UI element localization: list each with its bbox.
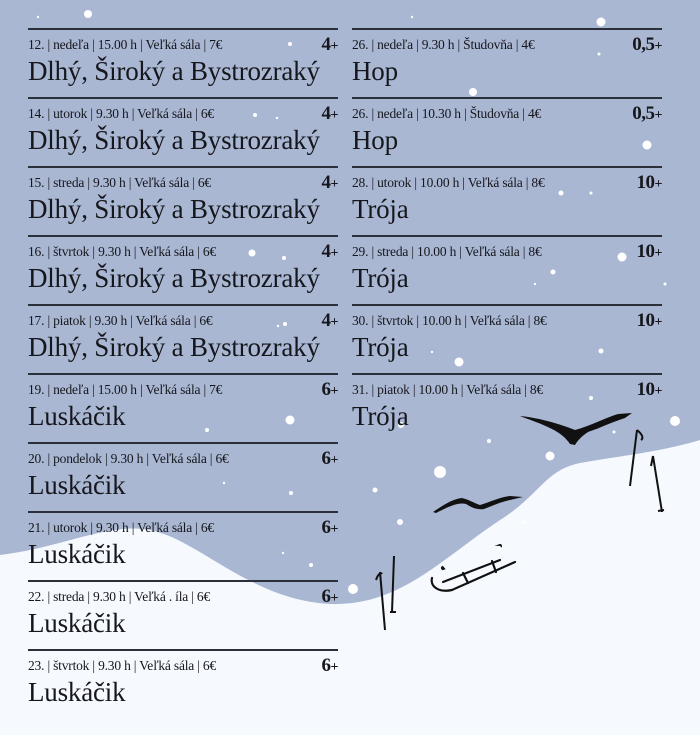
- event-meta: 17. | piatok | 9.30 h | Veľká sála | 6€: [28, 313, 213, 328]
- event-title: Trója: [352, 194, 409, 224]
- event-item[interactable]: [28, 580, 338, 649]
- event-item[interactable]: [28, 373, 338, 442]
- age-rating: 4+: [321, 310, 338, 331]
- event-item[interactable]: [352, 166, 662, 235]
- event-meta: 19. | nedeľa | 15.00 h | Veľká sála | 7€: [28, 382, 223, 397]
- event-title: Dlhý, Široký a Bystrozraký: [28, 56, 320, 86]
- event-item[interactable]: [352, 235, 662, 304]
- event-meta: 22. | streda | 9.30 h | Veľká . íla | 6€: [28, 589, 211, 604]
- event-item[interactable]: [28, 235, 338, 304]
- event-title: Luskáčik: [28, 539, 126, 569]
- event-item[interactable]: [28, 649, 338, 718]
- event-item[interactable]: [28, 166, 338, 235]
- event-meta: 21. | utorok | 9.30 h | Veľká sála | 6€: [28, 520, 214, 535]
- age-rating: 10+: [636, 310, 662, 331]
- event-title: Dlhý, Široký a Bystrozraký: [28, 332, 320, 362]
- age-rating: 4+: [321, 34, 338, 55]
- age-rating: 6+: [321, 517, 338, 538]
- event-title: Hop: [352, 125, 398, 155]
- event-item[interactable]: [352, 97, 662, 166]
- event-title: Dlhý, Široký a Bystrozraký: [28, 263, 320, 293]
- age-rating: 10+: [636, 172, 662, 193]
- age-rating: 6+: [321, 379, 338, 400]
- age-rating: 0,5+: [632, 34, 662, 55]
- age-rating: 4+: [321, 241, 338, 262]
- event-title: Dlhý, Široký a Bystrozraký: [28, 194, 320, 224]
- event-title: Luskáčik: [28, 401, 126, 431]
- event-title: Luskáčik: [28, 470, 126, 500]
- age-rating: 10+: [636, 241, 662, 262]
- event-meta: 29. | streda | 10.00 h | Veľká sála | 8€: [352, 244, 542, 259]
- event-title: Dlhý, Široký a Bystrozraký: [28, 125, 320, 155]
- event-item[interactable]: [28, 28, 338, 97]
- right-event-column: [352, 28, 662, 442]
- event-item[interactable]: [28, 511, 338, 580]
- event-title: Trója: [352, 332, 409, 362]
- event-meta: 26. | nedeľa | 9.30 h | Študovňa | 4€: [352, 37, 535, 52]
- event-meta: 15. | streda | 9.30 h | Veľká sála | 6€: [28, 175, 211, 190]
- event-title: Hop: [352, 56, 398, 86]
- left-event-column: [28, 28, 338, 718]
- event-meta: 12. | nedeľa | 15.00 h | Veľká sála | 7€: [28, 37, 223, 52]
- event-item[interactable]: [352, 28, 662, 97]
- event-meta: 30. | štvrtok | 10.00 h | Veľká sála | 8€: [352, 313, 547, 328]
- event-meta: 26. | nedeľa | 10.30 h | Študovňa | 4€: [352, 106, 542, 121]
- age-rating: 6+: [321, 655, 338, 676]
- age-rating: 10+: [636, 379, 662, 400]
- event-meta: 23. | štvrtok | 9.30 h | Veľká sála | 6€: [28, 658, 217, 673]
- event-meta: 28. | utorok | 10.00 h | Veľká sála | 8€: [352, 175, 545, 190]
- age-rating: 6+: [321, 448, 338, 469]
- event-meta: 20. | pondelok | 9.30 h | Veľká sála | 6€: [28, 451, 229, 466]
- event-title: Luskáčik: [28, 677, 126, 707]
- event-meta: 31. | piatok | 10.00 h | Veľká sála | 8€: [352, 382, 544, 397]
- age-rating: 4+: [321, 103, 338, 124]
- event-meta: 14. | utorok | 9.30 h | Veľká sála | 6€: [28, 106, 214, 121]
- age-rating: 4+: [321, 172, 338, 193]
- event-item[interactable]: [28, 304, 338, 373]
- event-title: Trója: [352, 401, 409, 431]
- event-item[interactable]: [28, 97, 338, 166]
- age-rating: 6+: [321, 586, 338, 607]
- event-item[interactable]: [352, 304, 662, 373]
- event-title: Trója: [352, 263, 409, 293]
- event-meta: 16. | štvrtok | 9.30 h | Veľká sála | 6€: [28, 244, 217, 259]
- event-title: Luskáčik: [28, 608, 126, 638]
- event-item[interactable]: [28, 442, 338, 511]
- event-item[interactable]: [352, 373, 662, 442]
- bird-icon: [433, 496, 523, 513]
- age-rating: 0,5+: [632, 103, 662, 124]
